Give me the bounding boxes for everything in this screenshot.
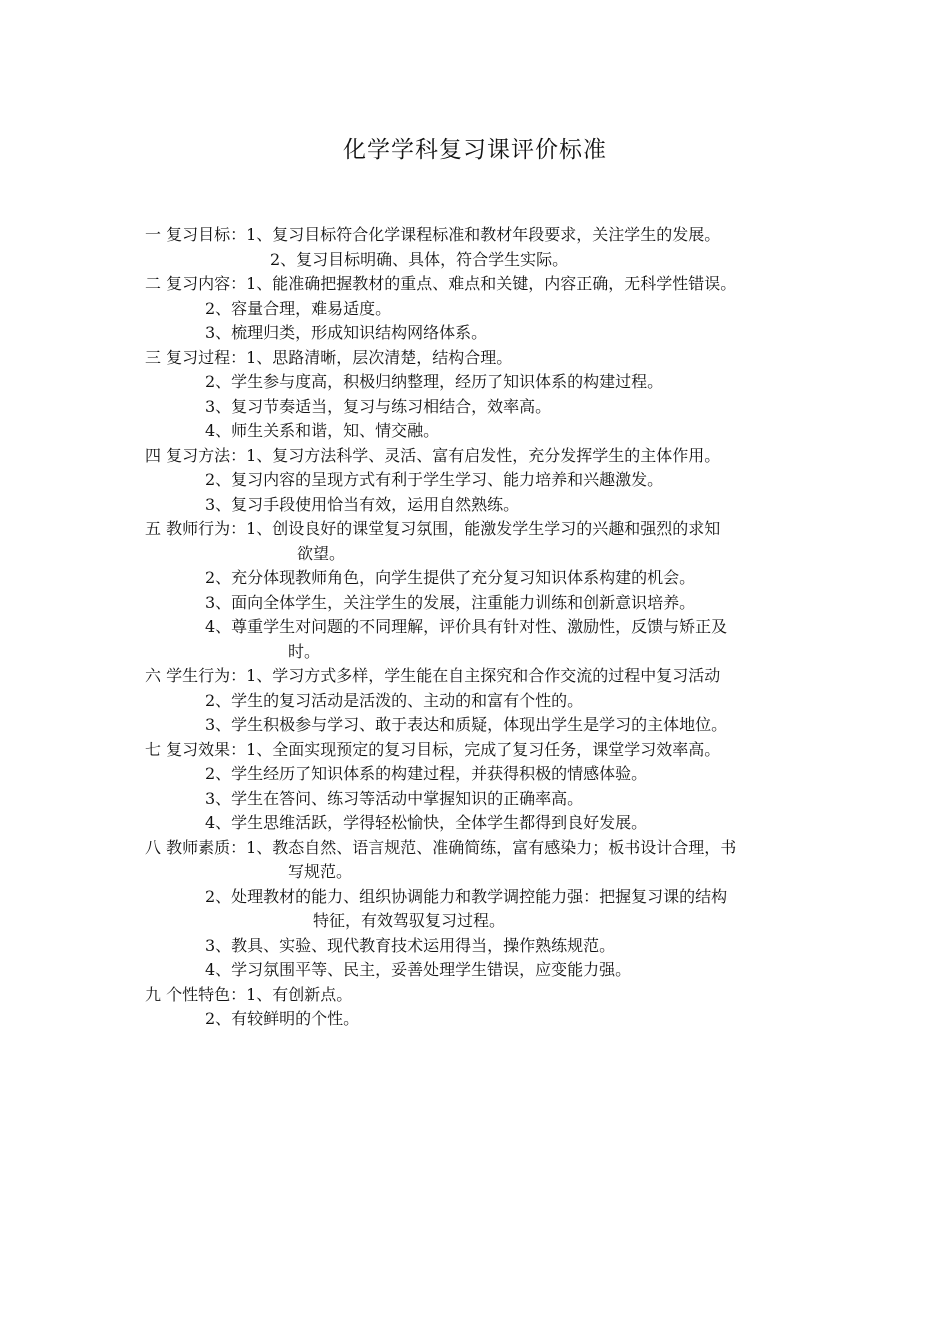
section-8-item-1-continued: 写规范。 bbox=[288, 862, 353, 881]
section-5-item-2: 2、充分体现教师角色，向学生提供了充分复习知识体系构建的机会。 bbox=[205, 568, 696, 587]
section-5-item-1-continued: 欲望。 bbox=[297, 543, 346, 563]
section-7-item-4: 4、学生思维活跃，学得轻松愉快，全体学生都得到良好发展。 bbox=[205, 813, 648, 832]
section-2-line-1 bbox=[145, 272, 815, 297]
section-9-heading: 九 个性特色： bbox=[145, 984, 247, 1004]
section-3-heading: 三 复习过程： bbox=[145, 347, 247, 367]
section-5-heading: 五 教师行为： bbox=[145, 519, 247, 538]
section-1-line-1 bbox=[145, 223, 815, 248]
section-4-line-1 bbox=[145, 444, 815, 469]
section-6-item-1: 1、学习方式多样，学生能在自主探究和合作交流的过程中复习活动 bbox=[246, 666, 721, 685]
section-8-item-1: 1、教态自然、语言规范、准确简练，富有感染力；板书设计合理，书 bbox=[246, 837, 737, 857]
section-9-line-1 bbox=[145, 983, 815, 1008]
section-4-item-2: 2、复习内容的呈现方式有利于学生学习、能力培养和兴趣激发。 bbox=[205, 470, 664, 489]
section-7-item-1: 1、全面实现预定的复习目标，完成了复习任务，课堂学习效率高。 bbox=[246, 739, 721, 759]
section-7-line-1 bbox=[145, 738, 815, 763]
section-2-item-1: 1、能准确把握教材的重点、难点和关键，内容正确，无科学性错误。 bbox=[246, 274, 737, 293]
section-6-line-1 bbox=[145, 664, 815, 689]
section-2-item-2: 2、容量合理，难易适度。 bbox=[205, 298, 392, 318]
section-7-item-3: 3、学生在答问、练习等活动中掌握知识的正确率高。 bbox=[205, 788, 584, 808]
section-9-item-1: 1、有创新点。 bbox=[246, 984, 353, 1004]
section-8-heading: 八 教师素质： bbox=[145, 837, 247, 857]
section-4-item-3: 3、复习手段使用恰当有效，运用自然熟练。 bbox=[205, 494, 520, 514]
section-2-heading: 二 复习内容： bbox=[145, 274, 247, 293]
section-3-line-1 bbox=[145, 346, 815, 371]
section-6-item-2: 2、学生的复习活动是活泼的、主动的和富有个性的。 bbox=[205, 690, 584, 710]
section-4-heading: 四 复习方法： bbox=[145, 445, 247, 465]
section-6-heading: 六 学生行为： bbox=[145, 666, 247, 685]
section-7-heading: 七 复习效果： bbox=[145, 739, 247, 759]
section-5-item-1: 1、创设良好的课堂复习氛围，能激发学生学习的兴趣和强烈的求知 bbox=[246, 519, 721, 538]
section-5-item-3: 3、面向全体学生，关注学生的发展，注重能力训练和创新意识培养。 bbox=[205, 592, 696, 612]
section-6-item-3: 3、学生积极参与学习、敢于表达和质疑，体现出学生是学习的主体地位。 bbox=[205, 715, 728, 734]
section-1-heading: 一 复习目标： bbox=[145, 225, 247, 244]
section-8-item-2-continued: 特征，有效驾驭复习过程。 bbox=[313, 911, 506, 930]
document-body bbox=[145, 223, 815, 1032]
section-5-item-4: 4、尊重学生对问题的不同理解，评价具有针对性、激励性，反馈与矫正及 bbox=[205, 617, 728, 636]
section-1-item-2: 2、复习目标明确、具体，符合学生实际。 bbox=[270, 249, 569, 269]
section-2-item-3: 3、梳理归类，形成知识结构网络体系。 bbox=[205, 323, 488, 342]
document-title: 化学学科复习课评价标准 bbox=[343, 137, 607, 163]
section-3-item-4: 4、师生关系和谐，知、情交融。 bbox=[205, 421, 440, 440]
section-3-item-2: 2、学生参与度高，积极归纳整理，经历了知识体系的构建过程。 bbox=[205, 372, 664, 391]
section-8-item-2: 2、处理教材的能力、组织协调能力和教学调控能力强：把握复习课的结构 bbox=[205, 886, 728, 906]
section-8-item-3: 3、教具、实验、现代教育技术运用得当，操作熟练规范。 bbox=[205, 935, 616, 955]
section-8-item-4: 4、学习氛围平等、民主，妥善处理学生错误，应变能力强。 bbox=[205, 960, 632, 979]
section-3-item-3: 3、复习节奏适当，复习与练习相结合，效率高。 bbox=[205, 396, 552, 416]
section-8-line-1 bbox=[145, 836, 815, 861]
section-3-item-1: 1、思路清晰，层次清楚，结构合理。 bbox=[246, 347, 513, 367]
section-1-item-1: 1、复习目标符合化学课程标准和教材年段要求，关注学生的发展。 bbox=[246, 225, 721, 244]
section-7-item-2: 2、学生经历了知识体系的构建过程，并获得积极的情感体验。 bbox=[205, 764, 648, 783]
section-5-item-4-continued: 时。 bbox=[288, 641, 321, 661]
section-5-line-1 bbox=[145, 517, 815, 542]
section-9-item-2: 2、有较鲜明的个性。 bbox=[205, 1009, 360, 1028]
section-4-item-1: 1、复习方法科学、灵活、富有启发性，充分发挥学生的主体作用。 bbox=[246, 445, 721, 465]
